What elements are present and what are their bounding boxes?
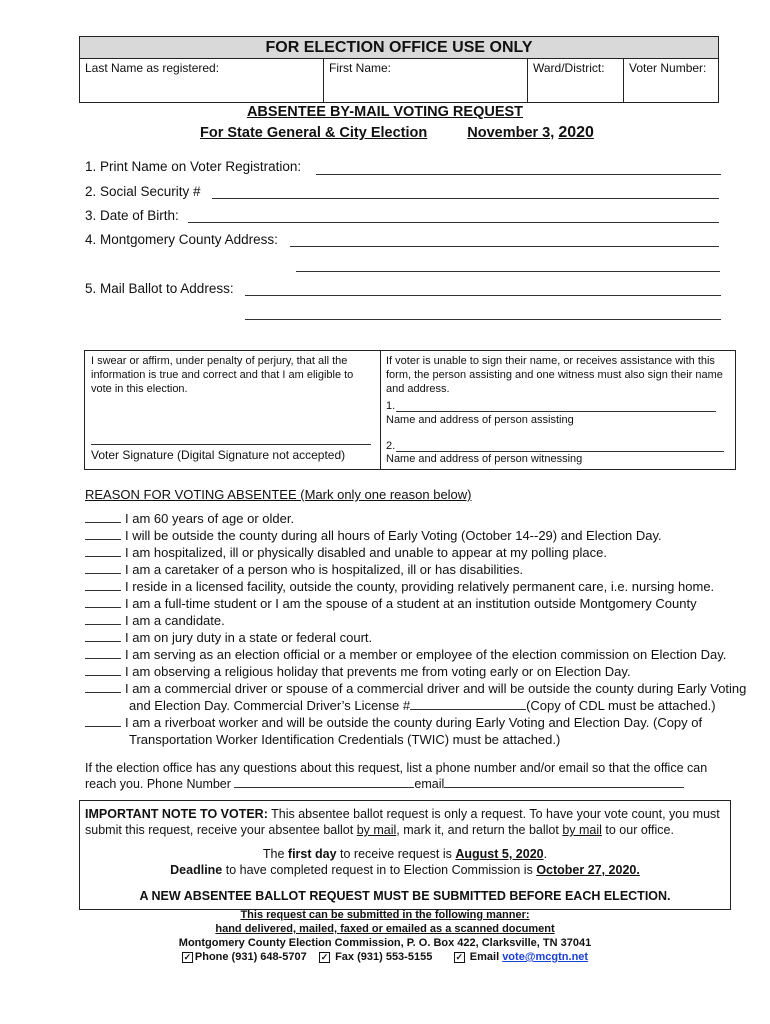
reason-item[interactable] <box>85 646 726 663</box>
contact-methods <box>0 951 770 963</box>
reason-item[interactable] <box>85 714 702 731</box>
reasons-heading-text: REASON FOR VOTING ABSENTEE (Mark only one reason below) <box>85 487 472 502</box>
reasons-heading <box>85 487 472 502</box>
important-note-box <box>79 800 731 910</box>
phone-number-label: reach you. Phone Number <box>85 777 231 791</box>
election-year: 2020 <box>558 124 594 141</box>
assist-1-label: Name and address of person assisting <box>386 414 574 426</box>
assist-2-label: Name and address of person witnessing <box>386 453 583 465</box>
reason-blank[interactable] <box>85 664 121 676</box>
contact-request-line1: If the election office has any questions about this request, list a phone number and/or email so that the office can <box>85 761 708 775</box>
phone-number-line[interactable] <box>234 776 414 788</box>
first-day-line <box>80 847 730 861</box>
note-by-mail: by mail <box>356 823 397 837</box>
field-print-name-line[interactable] <box>316 174 721 175</box>
voter-signature-line[interactable] <box>91 444 371 445</box>
first-day-date: August 5, 2020 <box>455 847 544 861</box>
election-date: November 3, <box>467 125 555 141</box>
reason-text: and Election Day. Commercial Driver’s License # <box>129 698 411 713</box>
deadline-date: October 27, 2020. <box>536 863 640 877</box>
form-title: ABSENTEE BY-MAIL VOTING REQUEST <box>246 104 524 120</box>
checkbox-checked-icon: ✓ <box>183 951 192 962</box>
reason-item[interactable] <box>85 595 697 612</box>
election-line <box>200 124 594 142</box>
note-text: . <box>543 847 548 861</box>
note-by-mail: by mail <box>562 823 602 837</box>
ward-label: Ward/District: <box>533 61 605 75</box>
field-county-address-line[interactable] <box>290 246 719 247</box>
new-request-warning: A NEW ABSENTEE BALLOT REQUEST MUST BE SUBMITTED BEFORE EACH ELECTION. <box>139 889 671 903</box>
checkbox-checked-icon: ✓ <box>455 951 463 962</box>
note-text: submit this request, receive your absentee ballot <box>85 823 357 837</box>
first-name-label: First Name: <box>329 61 392 75</box>
last-name-cell[interactable] <box>80 59 324 103</box>
reason-item[interactable] <box>85 663 631 680</box>
reason-item[interactable] <box>85 629 372 646</box>
assist-1-line[interactable] <box>396 411 716 412</box>
field-county-address-line2[interactable] <box>296 271 720 272</box>
reason-text: I am a full-time student or I am the spouse of a student at an institution outside Montgomery County <box>125 596 697 611</box>
assist-text: If voter is unable to sign their name, or receives assistance with this form, the person assisting and one witness must also sign their name and address. <box>386 355 723 395</box>
last-name-label: Last Name as registered: <box>85 61 220 75</box>
field-mail-address-line2[interactable] <box>245 319 721 320</box>
checkbox-checked-icon: ✓ <box>320 951 329 962</box>
ward-cell[interactable] <box>528 59 624 103</box>
assist-1-number: 1. <box>386 400 396 412</box>
reason-text: I am a candidate. <box>125 613 225 628</box>
reason-blank[interactable] <box>85 630 121 642</box>
election-name: For State General & City Election <box>200 125 428 141</box>
field-mail-address-line[interactable] <box>245 295 721 296</box>
submission-manner-detail: hand delivered, mailed, faxed or emailed as a scanned document <box>215 923 555 935</box>
first-day-label: first day <box>287 847 337 861</box>
office-use-title: FOR ELECTION OFFICE USE ONLY <box>80 37 718 59</box>
reason-blank[interactable] <box>85 528 121 540</box>
field-mail-address-label: 5. Mail Ballot to Address: <box>85 281 234 296</box>
note-text: to our office. <box>601 823 674 837</box>
fax-contact: Fax (931) 553-5155 <box>335 951 433 963</box>
contact-request-line2 <box>85 776 684 791</box>
field-dob-label: 3. Date of Birth: <box>85 208 179 223</box>
reason-item-continued <box>129 697 716 714</box>
reason-text: I am a riverboat worker and will be outside the county during Early Voting and Election Day. (Copy of <box>125 715 703 730</box>
reason-text: I am serving as an election official or a member or employee of the election commission on Election Day. <box>125 647 727 662</box>
field-ssn-line[interactable] <box>212 198 719 199</box>
voter-number-cell[interactable] <box>624 59 718 103</box>
reason-text: I am on jury duty in a state or federal court. <box>125 630 373 645</box>
important-note-text <box>85 806 725 838</box>
field-dob-line[interactable] <box>188 222 719 223</box>
reason-blank[interactable] <box>85 596 121 608</box>
voter-signature-label: Voter Signature (Digital Signature not accepted) <box>91 448 346 462</box>
cdl-line[interactable] <box>410 698 526 710</box>
office-use-table <box>79 36 719 103</box>
email-line[interactable] <box>444 776 684 788</box>
reason-text: I will be outside the county during all hours of Early Voting (October 14--29) and Election Day. <box>125 528 662 543</box>
reason-item[interactable] <box>85 527 662 544</box>
reason-text: I am a commercial driver or spouse of a commercial driver and will be outside the county during Early Voting <box>125 681 747 696</box>
field-county-address-label: 4. Montgomery County Address: <box>85 232 278 247</box>
reason-text: I am hospitalized, ill or physically disabled and unable to appear at my polling place. <box>125 545 608 560</box>
commission-address: Montgomery County Election Commission, P. O. Box 422, Clarksville, TN 37041 <box>178 937 592 949</box>
reason-text: I am 60 years of age or older. <box>125 511 295 526</box>
important-note-label: IMPORTANT NOTE TO VOTER: <box>85 807 268 821</box>
assist-2-number: 2. <box>386 440 396 452</box>
phone-contact: Phone (931) 648-5707 <box>194 951 307 963</box>
reason-text: I am a caretaker of a person who is hospitalized, ill or has disabilities. <box>125 562 524 577</box>
reason-text: I am observing a religious holiday that prevents me from voting early or on Election Day. <box>125 664 631 679</box>
oath-text: I swear or affirm, under penalty of perjury, that all the information is true and correct and that I am eligible to vote in this election. <box>91 355 354 395</box>
reason-item[interactable] <box>85 578 714 595</box>
note-text: to receive request is <box>336 847 456 861</box>
note-text: This absentee ballot request is only a request. To have your vote count, you must <box>267 807 720 821</box>
deadline-line <box>80 863 730 877</box>
reason-text: I reside in a licensed facility, outside the county, providing relatively permanent care, i.e. nursing home. <box>125 579 715 594</box>
first-name-cell[interactable] <box>324 59 528 103</box>
note-text: , mark it, and return the ballot <box>396 823 563 837</box>
reason-item[interactable] <box>85 544 607 561</box>
email-link[interactable]: vote@mcgtn.net <box>502 951 589 963</box>
field-ssn-label: 2. Social Security # <box>85 184 201 199</box>
email-label: email <box>414 777 445 791</box>
reason-item[interactable] <box>85 680 746 697</box>
oath-section <box>85 351 381 469</box>
reason-item[interactable] <box>85 612 225 629</box>
reason-blank[interactable] <box>85 545 121 557</box>
reason-blank[interactable] <box>85 613 121 625</box>
voter-number-label: Voter Number: <box>629 61 707 75</box>
reason-blank[interactable] <box>85 647 121 659</box>
reason-blank[interactable] <box>85 681 121 693</box>
submission-manner-heading: This request can be submitted in the following manner: <box>240 909 530 921</box>
deadline-label: Deadline <box>170 863 223 877</box>
reason-item[interactable] <box>85 510 294 527</box>
assistance-section <box>381 351 735 469</box>
reason-item-continued: Transportation Worker Identification Credentials (TWIC) must be attached.) <box>129 732 561 747</box>
reason-item[interactable] <box>85 561 523 578</box>
reason-text: (Copy of CDL must be attached.) <box>526 698 716 713</box>
signature-box <box>84 350 736 470</box>
note-text: to have completed request in to Election Commission is <box>222 863 537 877</box>
reason-blank[interactable] <box>85 579 121 591</box>
reason-blank[interactable] <box>85 562 121 574</box>
email-contact-label: Email <box>469 951 503 963</box>
reason-blank[interactable] <box>85 511 121 523</box>
note-text: The <box>262 847 288 861</box>
field-print-name-label: 1. Print Name on Voter Registration: <box>85 159 302 174</box>
reason-blank[interactable] <box>85 715 121 727</box>
